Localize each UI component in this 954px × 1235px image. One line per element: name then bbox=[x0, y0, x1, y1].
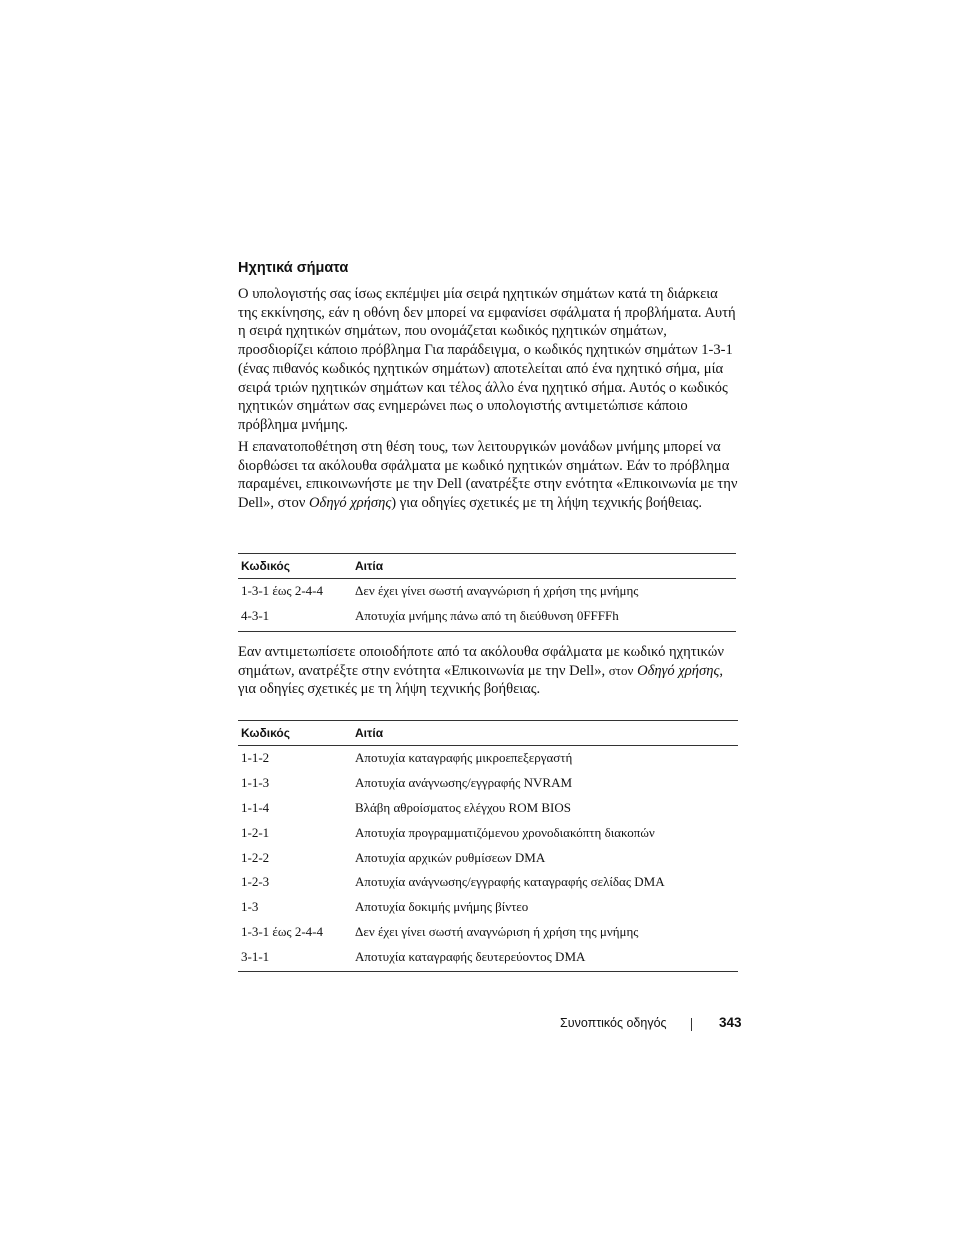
cause-cell: Δεν έχει γίνει σωστή αναγνώριση ή χρήση της μνήμης bbox=[355, 923, 639, 939]
contact-paragraph bbox=[238, 643, 738, 699]
memory-paragraph bbox=[238, 438, 738, 513]
code-cell: 1-1-2 bbox=[241, 750, 270, 766]
table-row bbox=[238, 579, 736, 604]
footer-title: Συνοπτικός οδηγός bbox=[560, 1016, 667, 1030]
page-number: 343 bbox=[719, 1015, 742, 1030]
beep-codes-table-memory bbox=[238, 553, 736, 632]
code-cell: 4-3-1 bbox=[241, 608, 270, 624]
table-header bbox=[238, 721, 738, 746]
cause-cell: Βλάβη αθροίσματος ελέγχου ROM BIOS bbox=[355, 799, 572, 815]
contact-paragraph-small: στον bbox=[608, 662, 634, 678]
code-cell: 1-1-3 bbox=[241, 775, 270, 791]
contact-paragraph-text-b: , για οδηγίες σχετικές με τη λήψη τεχνικής βοήθειας. bbox=[238, 662, 724, 698]
table-row bbox=[238, 796, 738, 821]
memory-paragraph-text-b: ) για οδηγίες σχετικές με τη λήψη τεχνικής βοήθειας. bbox=[391, 495, 703, 512]
cause-cell: Αποτυχία καταγραφής μικροεπεξεργαστή bbox=[355, 750, 573, 766]
code-cell: 1-3 bbox=[241, 899, 259, 915]
code-cell: 1-2-3 bbox=[241, 874, 270, 890]
table-row bbox=[238, 920, 738, 945]
table-row bbox=[238, 944, 738, 969]
cause-cell: Αποτυχία δοκιμής μνήμης βίντεο bbox=[355, 899, 529, 915]
table-row bbox=[238, 771, 738, 796]
cause-cell: Αποτυχία αρχικών ρυθμίσεων DMA bbox=[355, 849, 546, 865]
intro-paragraph: Ο υπολογιστής σας ίσως εκπέμψει μία σειρά ηχητικών σημάτων κατά τη διάρκεια της εκκίνησης, εάν η οθόνη δεν μπορεί να εμφανίσει σφάλματα ή προβλήματα. Αυτή η σειρά ηχητικών σημάτων, που ονομάζεται κωδικός ηχητικών σημάτων, προσδιορίζει κάποιο πρόβλημα Για παράδειγμα, ο κωδικός ηχητικών σημάτων 1-3-1 (ένας πιθανός κωδικός ηχητικών σημάτων) αποτελείται από ένα ηχητικό σήμα, μία σειρά τριών ηχητικών σημάτων και τέλος άλλο ένα ηχητικό σήμα. Αυτός ο κωδικός ηχητικών σημάτων σας ενημερώνει πως ο υπολογιστής αντιμετώπισε κάποιο πρόβλημα μνήμης. bbox=[238, 286, 736, 433]
cause-cell: Αποτυχία ανάγνωσης/εγγραφής καταγραφής σελίδας DMA bbox=[355, 874, 665, 890]
footer-divider bbox=[691, 1018, 692, 1031]
table-header bbox=[238, 554, 736, 579]
table-row bbox=[238, 746, 738, 771]
cause-cell: Δεν έχει γίνει σωστή αναγνώριση ή χρήση της μνήμης bbox=[355, 583, 639, 599]
cause-cell: Αποτυχία προγραμματιζόμενου χρονοδιακόπτη διακοπών bbox=[355, 824, 655, 840]
header-cause: Αιτία bbox=[355, 559, 384, 573]
table-row bbox=[238, 845, 738, 870]
table-row bbox=[238, 604, 736, 629]
cause-cell: Αποτυχία ανάγνωσης/εγγραφής NVRAM bbox=[355, 775, 573, 791]
code-cell: 1-1-4 bbox=[241, 799, 270, 815]
user-guide-reference: Οδηγό χρήσης bbox=[309, 495, 392, 512]
code-cell: 3-1-1 bbox=[241, 948, 270, 964]
table-row bbox=[238, 895, 738, 920]
code-cell: 1-2-1 bbox=[241, 824, 270, 840]
cause-cell: Αποτυχία μνήμης πάνω από τη διεύθυνση 0FFFFh bbox=[355, 608, 619, 624]
table-row bbox=[238, 820, 738, 845]
user-guide-reference: Οδηγό χρήσης bbox=[637, 662, 720, 679]
code-cell: 1-3-1 έως 2-4-4 bbox=[241, 923, 323, 939]
header-code: Κωδικός bbox=[241, 726, 291, 740]
memory-paragraph-text-a: Η επανατοποθέτηση στη θέση τους, των λειτουργικών μονάδων μνήμης μπορεί να διορθώσει τα ακόλουθα σφάλματα με κωδικό ηχητικών σημάτων. Εάν το πρόβλημα παραμένει, επικοινωνήστε με την Dell (ανατρέξτε στην ενότητα «Επικοινωνία με την Dell», στον bbox=[238, 439, 738, 512]
header-cause: Αιτία bbox=[355, 726, 384, 740]
section-heading: Ηχητικά σήματα bbox=[238, 260, 349, 276]
cause-cell: Αποτυχία καταγραφής δευτερεύοντος DMA bbox=[355, 948, 586, 964]
code-cell: 1-3-1 έως 2-4-4 bbox=[241, 583, 323, 599]
beep-codes-table bbox=[238, 720, 738, 972]
header-code: Κωδικός bbox=[241, 559, 291, 573]
table-row bbox=[238, 870, 738, 895]
code-cell: 1-2-2 bbox=[241, 849, 270, 865]
contact-paragraph-text-a: Εαν αντιμετωπίσετε οποιοδήποτε από τα ακόλουθα σφάλματα με κωδικό ηχητικών σημάτων, ανατρέξτε στην ενότητα «Επικοινωνία με την Dell», bbox=[238, 644, 724, 679]
